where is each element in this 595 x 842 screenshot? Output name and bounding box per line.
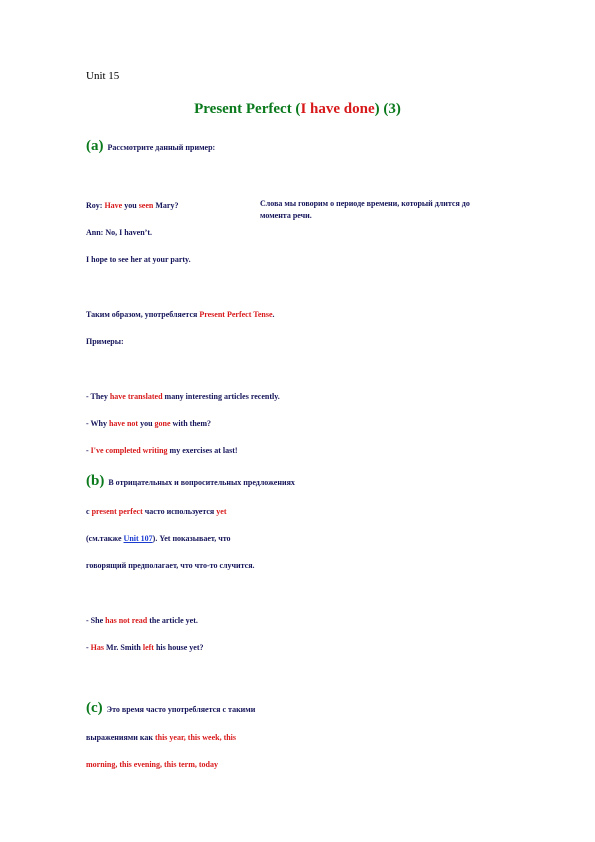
section-b-line3: говорящий предполагает, что что-то случится.: [86, 561, 255, 570]
roy-line: [86, 201, 178, 210]
examples-label: Примеры:: [86, 337, 124, 346]
example-b1: [86, 616, 198, 625]
section-c-line2: morning, this evening, this term, today: [86, 760, 218, 769]
example-a2: [86, 419, 211, 428]
unit-107-link[interactable]: Unit 107: [123, 534, 153, 543]
ex-a1-part3: many interesting articles recently.: [162, 392, 280, 401]
ex-a3-part1: -: [86, 446, 91, 455]
thus-tense: Present Perfect Tense: [199, 310, 273, 319]
roy-rest: Mary?: [153, 201, 179, 210]
section-c-letter: (c): [86, 700, 103, 716]
section-c-heading-text: Это время часто употребляется с такими: [106, 705, 256, 714]
section-b-line1: [86, 507, 226, 516]
example-b2: [86, 643, 204, 652]
section-b-heading: [86, 472, 295, 490]
section-b-line2: [86, 534, 231, 543]
thus-suffix: .: [272, 310, 275, 319]
title-part-3: ) (3): [374, 101, 401, 117]
b-line2-part2: ). Yet показывает, что: [152, 534, 231, 543]
section-a-heading-text: Рассмотрите данный пример:: [107, 143, 216, 152]
title-part-2: I have done: [300, 101, 375, 117]
section-b-heading-text: В отрицательных и вопросительных предложениях: [108, 478, 295, 487]
b-line1-part3: часто используется: [142, 507, 217, 516]
ex-b1-part2: has not read: [105, 616, 148, 625]
example-a1: [86, 392, 280, 401]
ann-line: Ann: No, I haven’t.: [86, 228, 153, 237]
ex-a3-part2: I've completed writing: [90, 446, 168, 455]
b-line1-part4: yet: [216, 507, 227, 516]
ex-a2-part4: gone: [154, 419, 171, 428]
section-a-heading: [86, 137, 215, 155]
c-line1-part2: this year, this week, this: [154, 733, 237, 742]
b-line1-part2: present perfect: [91, 507, 143, 516]
page-title: [0, 101, 595, 118]
thus-prefix: Таким образом, употребляется: [86, 310, 200, 319]
c-line1-part1: выражениями как: [86, 733, 155, 742]
ex-a2-part5: with them?: [170, 419, 211, 428]
unit-label: Unit 15: [86, 70, 120, 82]
ex-a3-part3: my exercises at last!: [167, 446, 238, 455]
section-a-letter: (a): [86, 138, 104, 154]
thus-line: [86, 310, 275, 319]
ex-a2-part2: have not: [108, 419, 139, 428]
ex-a1-part2: have translated: [109, 392, 163, 401]
ex-b2-part5: his house yet?: [153, 643, 204, 652]
section-b-letter: (b): [86, 473, 105, 489]
title-part-1: Present Perfect (: [194, 101, 301, 117]
roy-you: you: [122, 201, 139, 210]
ex-a1-part1: - They: [86, 392, 110, 401]
section-c-heading: [86, 699, 255, 717]
b-line1-part1: с: [86, 507, 92, 516]
ex-b2-part3: Mr. Smith: [104, 643, 143, 652]
roy-seen: seen: [138, 201, 154, 210]
ex-b2-part2: Has: [90, 643, 105, 652]
ex-b1-part3: the article yet.: [147, 616, 198, 625]
roy-prefix: Roy:: [86, 201, 105, 210]
ex-a2-part3: you: [138, 419, 155, 428]
ex-b1-part1: - She: [86, 616, 106, 625]
roy-have: Have: [104, 201, 123, 210]
explanation-note: Слова мы говорим о периоде времени, который длится до момента речи.: [260, 199, 470, 220]
section-c-line1: [86, 733, 236, 742]
hope-line: I hope to see her at your party.: [86, 255, 191, 264]
example-a3: [86, 446, 238, 455]
ex-b2-part1: -: [86, 643, 91, 652]
ex-b2-part4: left: [142, 643, 154, 652]
ex-a2-part1: - Why: [86, 419, 109, 428]
b-line2-part1: (см.также: [86, 534, 124, 543]
